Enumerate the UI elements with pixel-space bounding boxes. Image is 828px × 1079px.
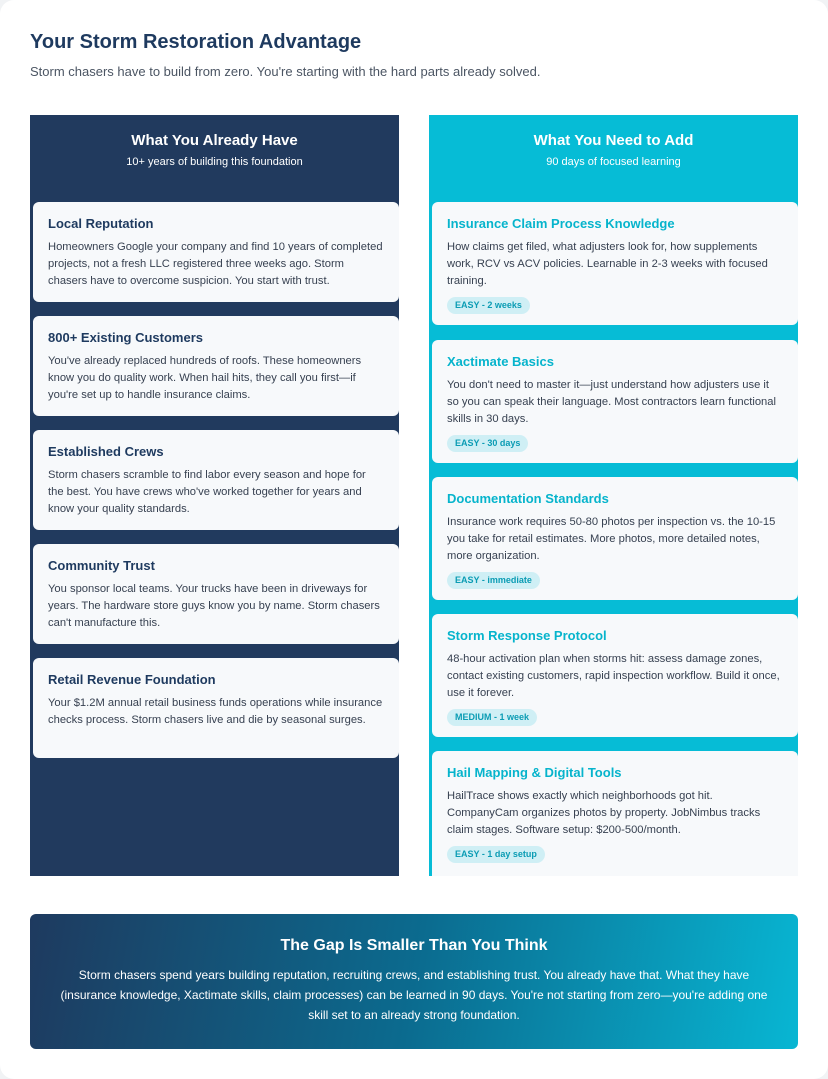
difficulty-badge: EASY - immediate <box>447 572 540 589</box>
gap-summary-banner <box>30 914 798 1049</box>
card-existing-customers <box>33 316 399 416</box>
card-title: 800+ Existing Customers <box>48 330 203 345</box>
card-title: Local Reputation <box>48 216 154 231</box>
difficulty-badge: EASY - 2 weeks <box>447 297 530 314</box>
card-title: Retail Revenue Foundation <box>48 672 216 687</box>
card-body: You don't need to master it—just understand how adjusters use it so you can speak their language. Most contractors learn functional skills in 30 days. <box>447 379 776 425</box>
need-to-add-title: What You Need to Add <box>533 132 694 149</box>
card-community-trust <box>33 544 399 644</box>
difficulty-badge: EASY - 30 days <box>447 435 528 452</box>
card-title: Community Trust <box>48 558 155 573</box>
card-hail-mapping-tools <box>432 751 798 876</box>
already-have-title: What You Already Have <box>131 132 298 149</box>
card-body: 48-hour activation plan when storms hit: assess damage zones, contact existing customers, rapid inspection workflow. Build it once, use it forever. <box>447 653 780 699</box>
already-have-subtitle: 10+ years of building this foundation <box>126 156 303 168</box>
card-title: Insurance Claim Process Knowledge <box>447 216 675 231</box>
card-body: HailTrace shows exactly which neighborhoods got hit. CompanyCam organizes photos by property. JobNimbus tracks claim stages. Software setup: $200-500/month. <box>447 790 761 836</box>
need-to-add-header <box>429 115 798 169</box>
gap-body: Storm chasers spend years building reputation, recruiting crews, and establishing trust. You already have that. What they have (insurance knowledge, Xactimate skills, claim processes) can be learned in 90 days. You're not starting from zero—you're adding one skill set to an already strong foundation. <box>60 968 768 1022</box>
already-have-column <box>30 115 399 876</box>
card-retail-revenue <box>33 658 399 758</box>
card-title: Established Crews <box>48 444 164 459</box>
page-title: Your Storm Restoration Advantage <box>30 31 362 53</box>
card-title: Storm Response Protocol <box>447 628 607 643</box>
card-body: Storm chasers scramble to find labor every season and hope for the best. You have crews who've worked together for years and know your quality standards. <box>48 469 366 515</box>
card-body: You sponsor local teams. Your trucks have been in driveways for years. The hardware store guys know you by name. Storm chasers can't manufacture this. <box>48 583 380 629</box>
card-storm-response-protocol <box>432 614 798 737</box>
difficulty-badge: EASY - 1 day setup <box>447 846 545 863</box>
already-have-header <box>30 115 399 169</box>
gap-title: The Gap Is Smaller Than You Think <box>280 937 548 954</box>
need-to-add-subtitle: 90 days of focused learning <box>546 156 681 168</box>
card-insurance-claim-knowledge <box>432 202 798 325</box>
card-title: Xactimate Basics <box>447 354 554 369</box>
card-body: Your $1.2M annual retail business funds operations while insurance checks process. Storm chasers live and die by seasonal surges. <box>48 697 383 726</box>
card-body: How claims get filed, what adjusters look for, how supplements work, RCV vs ACV policies. Learnable in 2-3 weeks with focused training. <box>447 241 768 287</box>
card-title: Documentation Standards <box>447 491 609 506</box>
card-title: Hail Mapping & Digital Tools <box>447 765 622 780</box>
card-established-crews <box>33 430 399 530</box>
difficulty-badge: MEDIUM - 1 week <box>447 709 537 726</box>
need-to-add-column <box>429 115 798 876</box>
card-xactimate-basics <box>432 340 798 463</box>
card-documentation-standards <box>432 477 798 600</box>
card-body: Homeowners Google your company and find 10 years of completed projects, not a fresh LLC registered three weeks ago. Storm chasers have to overcome suspicion. You start with trust. <box>48 241 383 287</box>
card-body: You've already replaced hundreds of roofs. These homeowners know you do quality work. When hail hits, they call you first—if you're set up to handle insurance claims. <box>48 355 362 401</box>
card-body: Insurance work requires 50-80 photos per inspection vs. the 10-15 you take for retail estimates. More photos, more detailed notes, more organization. <box>447 516 776 562</box>
page-subtitle: Storm chasers have to build from zero. You're starting with the hard parts already solved. <box>30 64 541 79</box>
card-local-reputation <box>33 202 399 302</box>
